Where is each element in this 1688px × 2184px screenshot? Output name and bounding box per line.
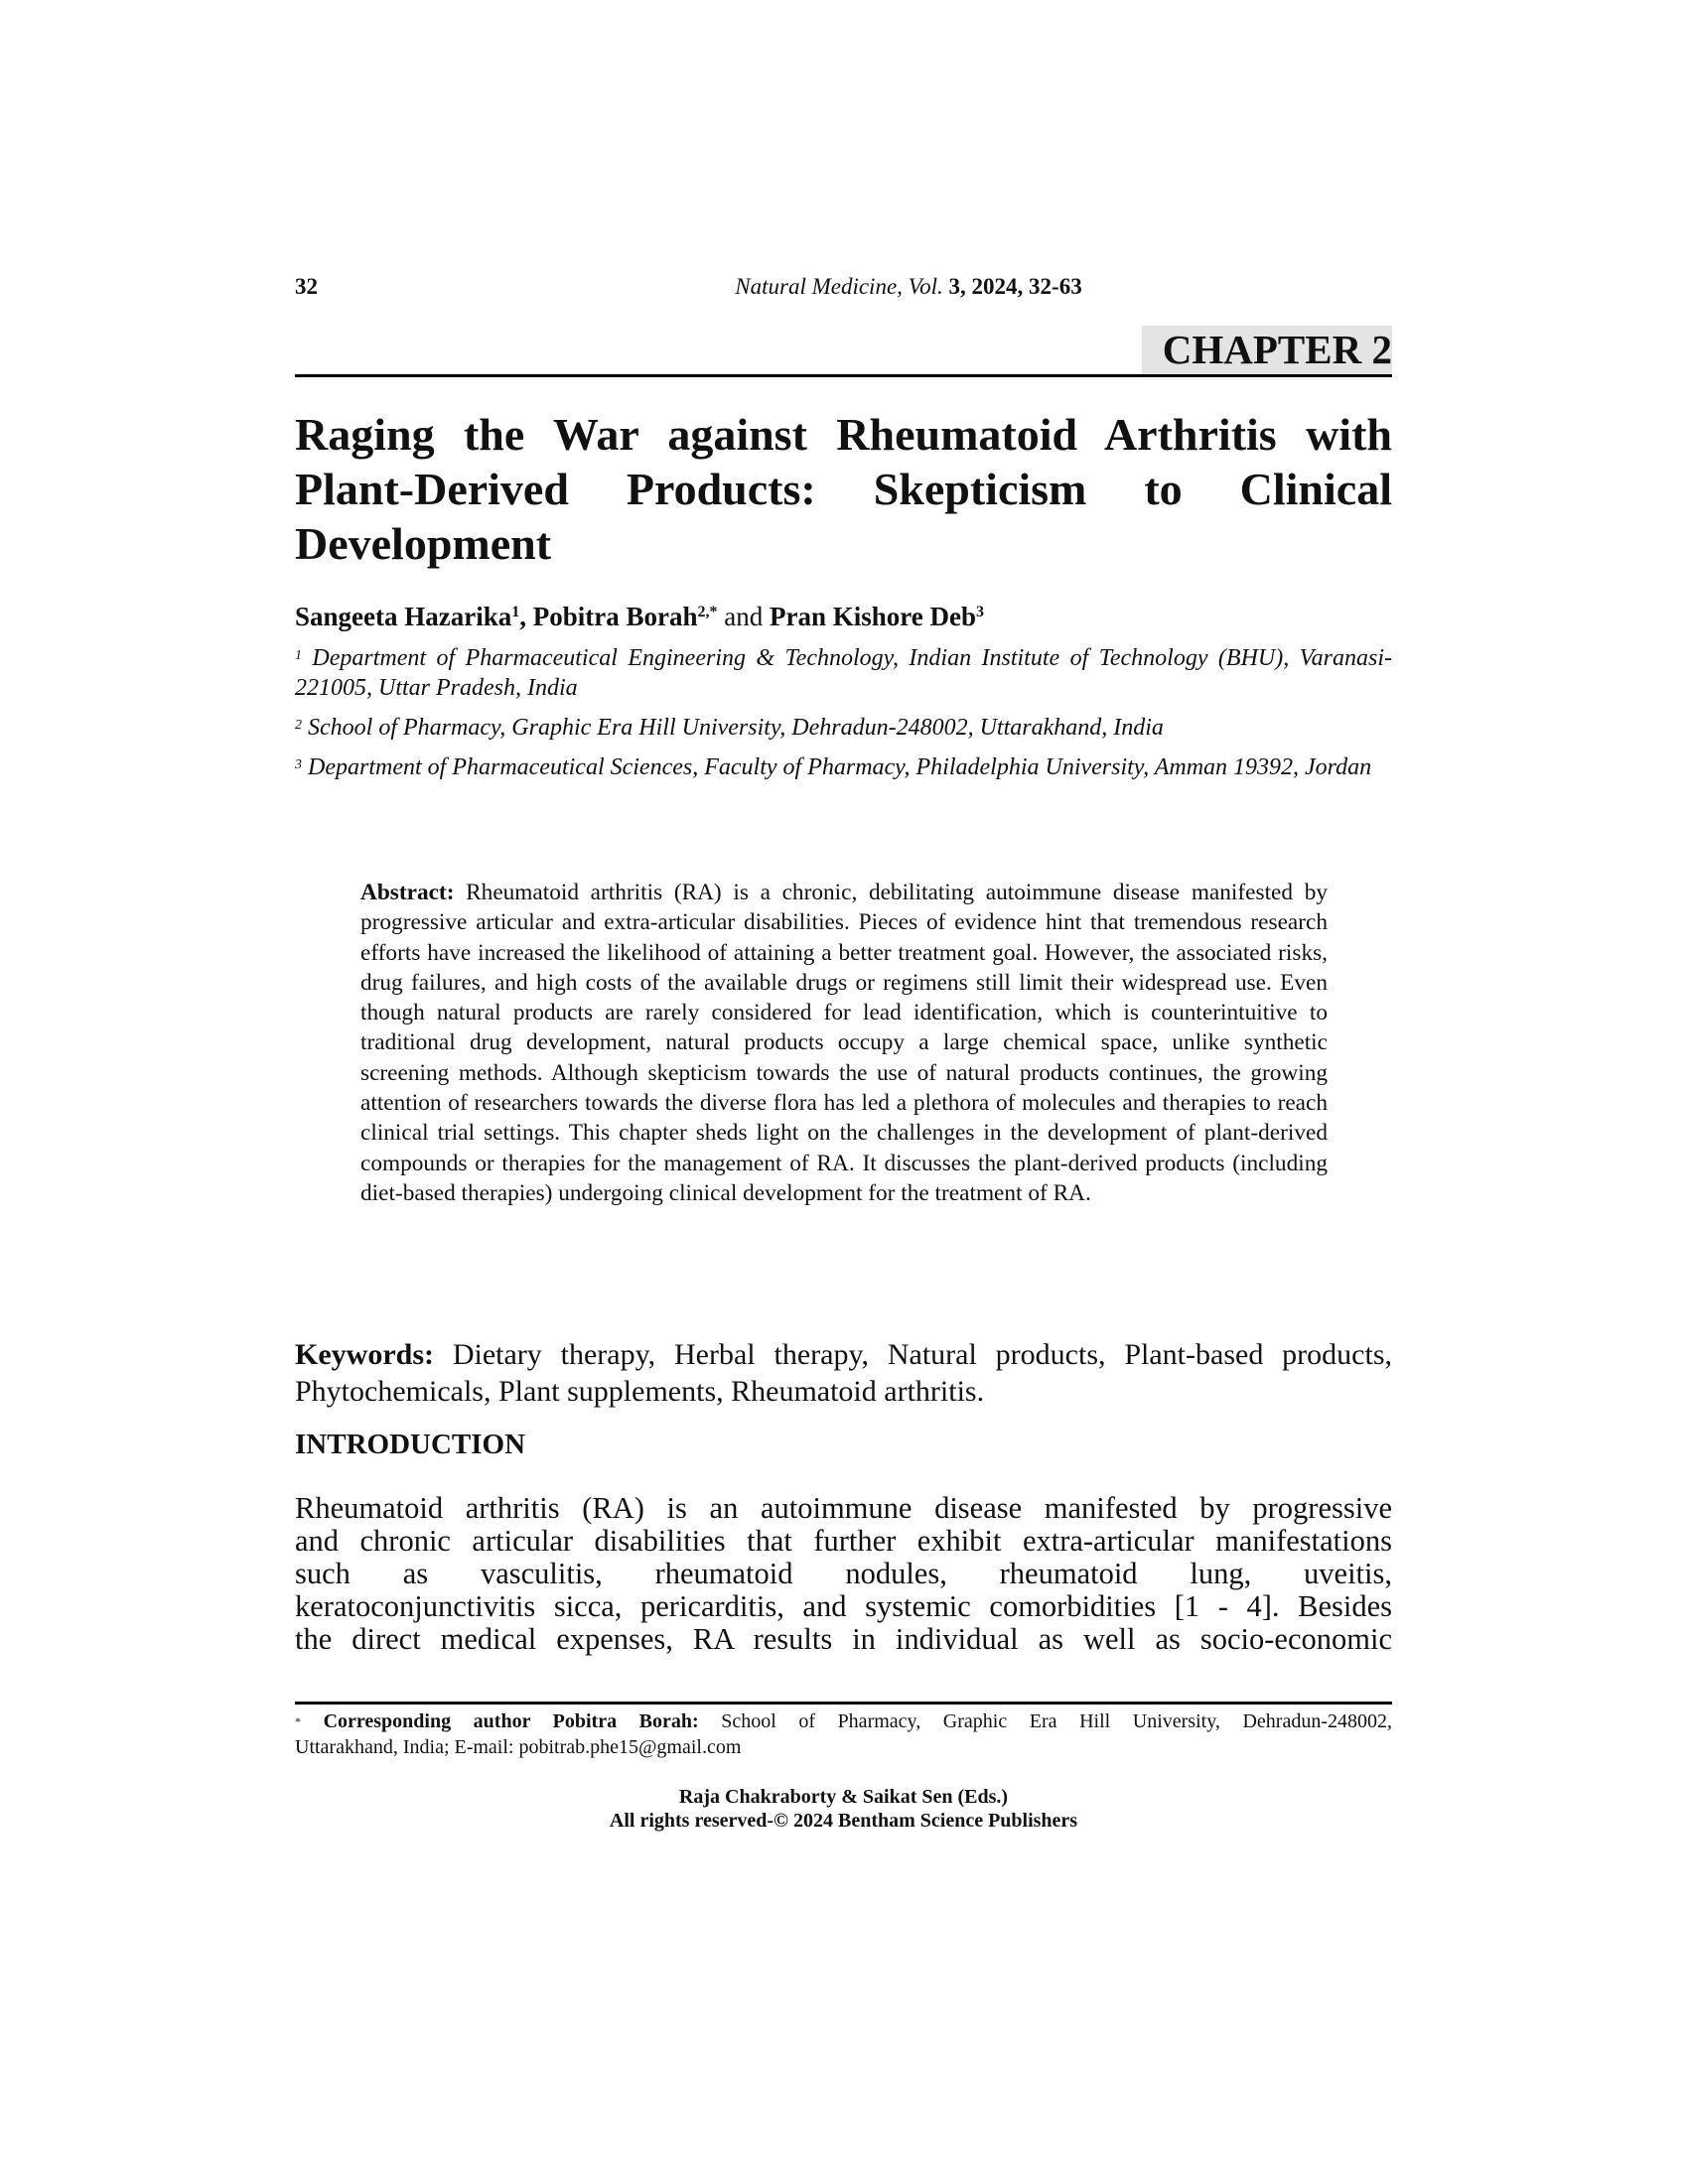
author-affiliation-mark: 3 (975, 604, 984, 620)
paragraph-line: and chronic articular disabilities that further exhibit extra-articular manifestations (295, 1524, 1392, 1558)
header-rule (295, 374, 1392, 377)
affiliation (295, 713, 1392, 743)
abstract (360, 878, 1328, 1208)
affiliation (295, 752, 1392, 782)
affiliations (295, 643, 1392, 792)
corresponding-author-footnote (295, 1708, 1392, 1760)
paragraph-line: Rheumatoid arthritis (RA) is an autoimmune disease manifested by progressive (295, 1491, 1392, 1525)
author-separator: and (717, 602, 770, 631)
affiliation-text: Department of Pharmaceutical Sciences, Faculty of Pharmacy, Philadelphia University, Amman 19392, Jordan (302, 754, 1372, 780)
section-heading-introduction: INTRODUCTION (295, 1429, 526, 1460)
volume-number: 3 (948, 274, 961, 299)
author-name: Pran Kishore Deb (769, 602, 976, 631)
running-header (596, 274, 1221, 300)
abstract-label: Abstract: (360, 880, 455, 905)
paragraph-line: keratoconjunctivitis sicca, pericarditis, and systemic comorbidities [1 - 4]. Besides (295, 1589, 1392, 1623)
affiliation-number: 1 (295, 648, 302, 663)
affiliation-number: 3 (295, 757, 302, 772)
paragraph-line: such as vasculitis, rheumatoid nodules, rheumatoid lung, uveitis, (295, 1557, 1392, 1590)
footnote-email-line: Uttarakhand, India; E-mail: pobitrab.phe15@gmail.com (295, 1736, 742, 1758)
title-line: Development (295, 518, 552, 569)
volume-label: Vol. (908, 274, 943, 299)
footnote-label: Corresponding author Pobitra Borah: (301, 1710, 699, 1732)
keywords-label: Keywords: (295, 1338, 434, 1371)
abstract-text: Rheumatoid arthritis (RA) is a chronic, debilitating autoimmune disease manifested by progressive articular and extra-articular disabilities. Pieces of evidence hint that tremendous research efforts have increased the likelihood of attaining a better treatment goal. However, the associated risks, drug failures, and high costs of the available drugs or regimens still limit their widespread use. Even though natural products are rarely considered for lead identification, which is counterintuitive to traditional drug development, natural products occupy a large chemical space, unlike synthetic screening methods. Although skepticism towards the use of natural products continues, the growing attention of researchers towards the diverse flora has led a plethora of molecules and therapies to reach clinical trial settings. This chapter sheds light on the challenges in the development of plant-derived compounds or therapies for the management of RA. It discusses the plant-derived products (including diet-based therapies) undergoing clinical development for the treatment of RA. (360, 880, 1328, 1206)
footnote-rule (295, 1702, 1392, 1705)
keywords (295, 1336, 1392, 1410)
footnote-line (295, 1708, 1392, 1734)
affiliation-number: 2 (295, 718, 302, 733)
footnote-mark: * (295, 1714, 301, 1728)
title-line: Plant-Derived Products: Skepticism to Clinical (295, 464, 1392, 514)
journal-name: Natural Medicine, (735, 274, 903, 299)
page-number: 32 (295, 274, 318, 299)
publisher-info (295, 1785, 1392, 1833)
author-separator: , (519, 602, 533, 631)
paragraph-line: the direct medical expenses, RA results in individual as well as socio-economic (295, 1622, 1392, 1656)
editors: Raja Chakraborty & Saikat Sen (Eds.) (678, 1786, 1009, 1808)
chapter-label: CHAPTER 2 (1162, 327, 1392, 372)
affiliation-text: Department of Pharmaceutical Engineering & Technology, Indian Institute of Technology (BHU), Varanasi-221005, Uttar Pradesh, India (295, 645, 1392, 701)
year-pages: , 2024, 32-63 (960, 274, 1082, 299)
affiliation (295, 643, 1392, 703)
author-name: Sangeeta Hazarika (295, 602, 512, 631)
footnote-address: School of Pharmacy, Graphic Era Hill University, Dehradun-248002, (698, 1710, 1392, 1732)
author-list (295, 600, 1392, 633)
title-line: Raging the War against Rheumatoid Arthritis with (295, 409, 1392, 460)
author-affiliation-mark: 1 (511, 604, 520, 620)
copyright: All rights reserved-© 2024 Bentham Science Publishers (609, 1810, 1078, 1832)
keywords-text: Dietary therapy, Herbal therapy, Natural products, Plant-based products, Phytochemicals, Plant supplements, Rheumatoid arthritis. (295, 1338, 1392, 1408)
author-name: Pobitra Borah (532, 602, 698, 631)
affiliation-text: School of Pharmacy, Graphic Era Hill University, Dehradun-248002, Uttarakhand, India (302, 715, 1164, 741)
author-affiliation-mark: 2,* (697, 604, 718, 620)
introduction-paragraph (295, 1492, 1392, 1656)
chapter-title (295, 407, 1392, 571)
